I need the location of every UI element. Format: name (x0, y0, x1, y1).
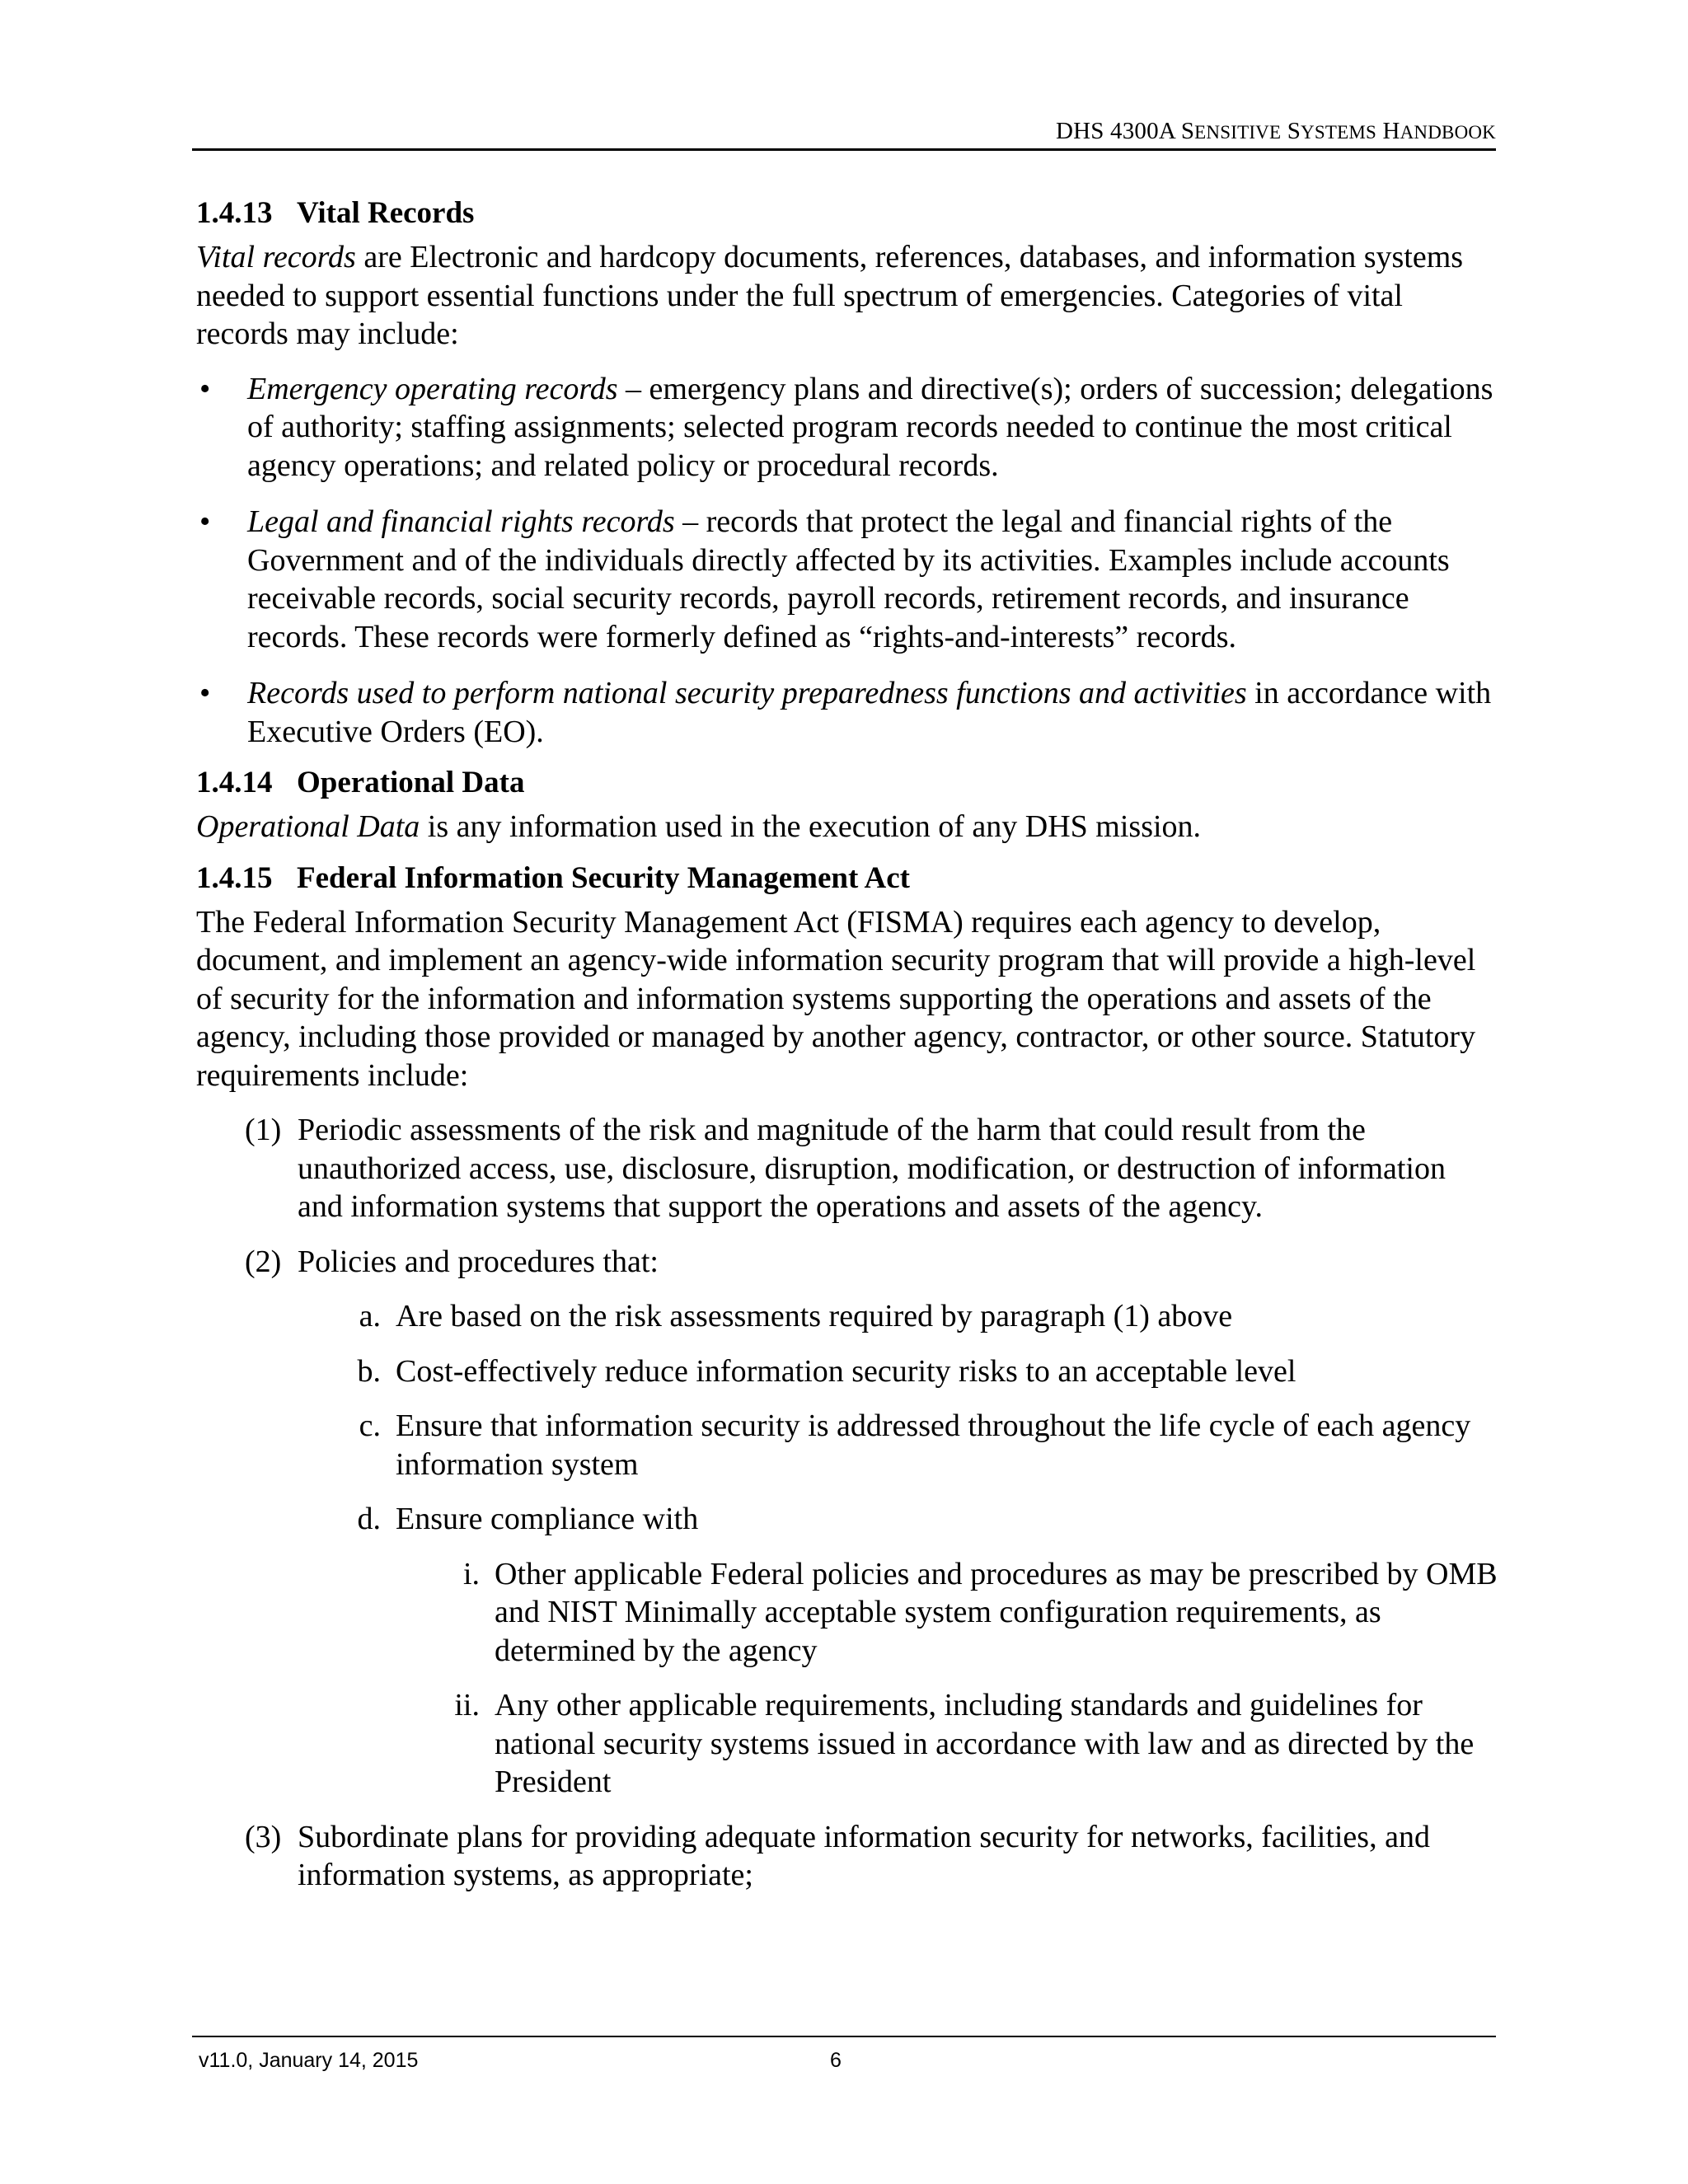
list-item: d. Ensure compliance with (357, 1502, 699, 1536)
bullet-icon: • (199, 371, 211, 406)
header-rule (192, 148, 1496, 151)
list-item: ii. Any other applicable requirements, including standards and guidelines for national security systems issued in accordance with law and as directed by the President (454, 1688, 1475, 1799)
list-item: i. Other applicable Federal policies and procedures as may be prescribed by OMB and NIST Minimally acceptable system configuration requirements, as determined by the agency (462, 1556, 1498, 1668)
operational-data-text: Operational Data is any information used in the execution of any DHS mission. (196, 809, 1202, 844)
list-item: a. Are based on the risk assessments required by paragraph (1) above (359, 1299, 1233, 1333)
list-item: • Emergency operating records – emergency plans and directive(s); orders of succession; delegations of authority; staffing assignments; selected program records needed to continue the most critical agency operations; and related policy or procedural records. (199, 371, 1493, 483)
section-heading-operational-data: 1.4.14 Operational Data (196, 766, 525, 799)
vital-records-list (196, 370, 1498, 752)
vital-records-intro: Vital records are Electronic and hardcopy documents, references, databases, and information systems needed to support essential functions under the full spectrum of emergencies. Categories of vital records may include: (196, 240, 1464, 351)
list-item: c. Ensure that information security is addressed throughout the life cycle of each agency information system (359, 1408, 1471, 1482)
section-heading-fisma: 1.4.15 Federal Information Security Management Act (196, 860, 910, 895)
footer-version: v11.0, January 14, 2015 (199, 2049, 419, 2072)
section-heading-vital-records: 1.4.13 Vital Records (196, 196, 475, 230)
list-item: b. Cost-effectively reduce information security risks to an acceptable level (357, 1353, 1296, 1389)
list-item: (3) Subordinate plans for providing adequate information security for networks, facilities, and information systems, as appropriate; (245, 1819, 1430, 1892)
list-item: (1) Periodic assessments of the risk and magnitude of the harm that could result from the unauthorized access, use, disclosure, disruption, modification, or destruction of information and information systems that support the operations and assets of the agency. (245, 1113, 1446, 1224)
bullet-icon: • (199, 676, 211, 710)
list-item: • Records used to perform national security preparedness functions and activities in accordance with Executive Orders (EO). (199, 676, 1492, 749)
list-item: (2) Policies and procedures that: (245, 1244, 659, 1279)
page-content (196, 194, 1498, 1911)
page-number: 6 (830, 2049, 842, 2072)
fisma-intro: The Federal Information Security Management Act (FISMA) requires each agency to develop, document, and implement an agency-wide information security program that will provide a high-level of security for the information and information systems supporting the operations and assets of the agency, including those provided or managed by another agency, contractor, or other source. Statutory requirements include: (196, 904, 1476, 1093)
footer-rule (192, 2036, 1496, 2037)
running-header: DHS 4300A SENSITIVE SYSTEMS HANDBOOK (1055, 118, 1496, 144)
bullet-icon: • (199, 504, 211, 539)
list-item: • Legal and financial rights records – records that protect the legal and financial rights of the Government and of the individuals directly affected by its activities. Examples include accounts receivable records, social security records, payroll records, retirement records, and insurance records. These records were formerly defined as “rights-and-interests” records. (199, 504, 1450, 654)
